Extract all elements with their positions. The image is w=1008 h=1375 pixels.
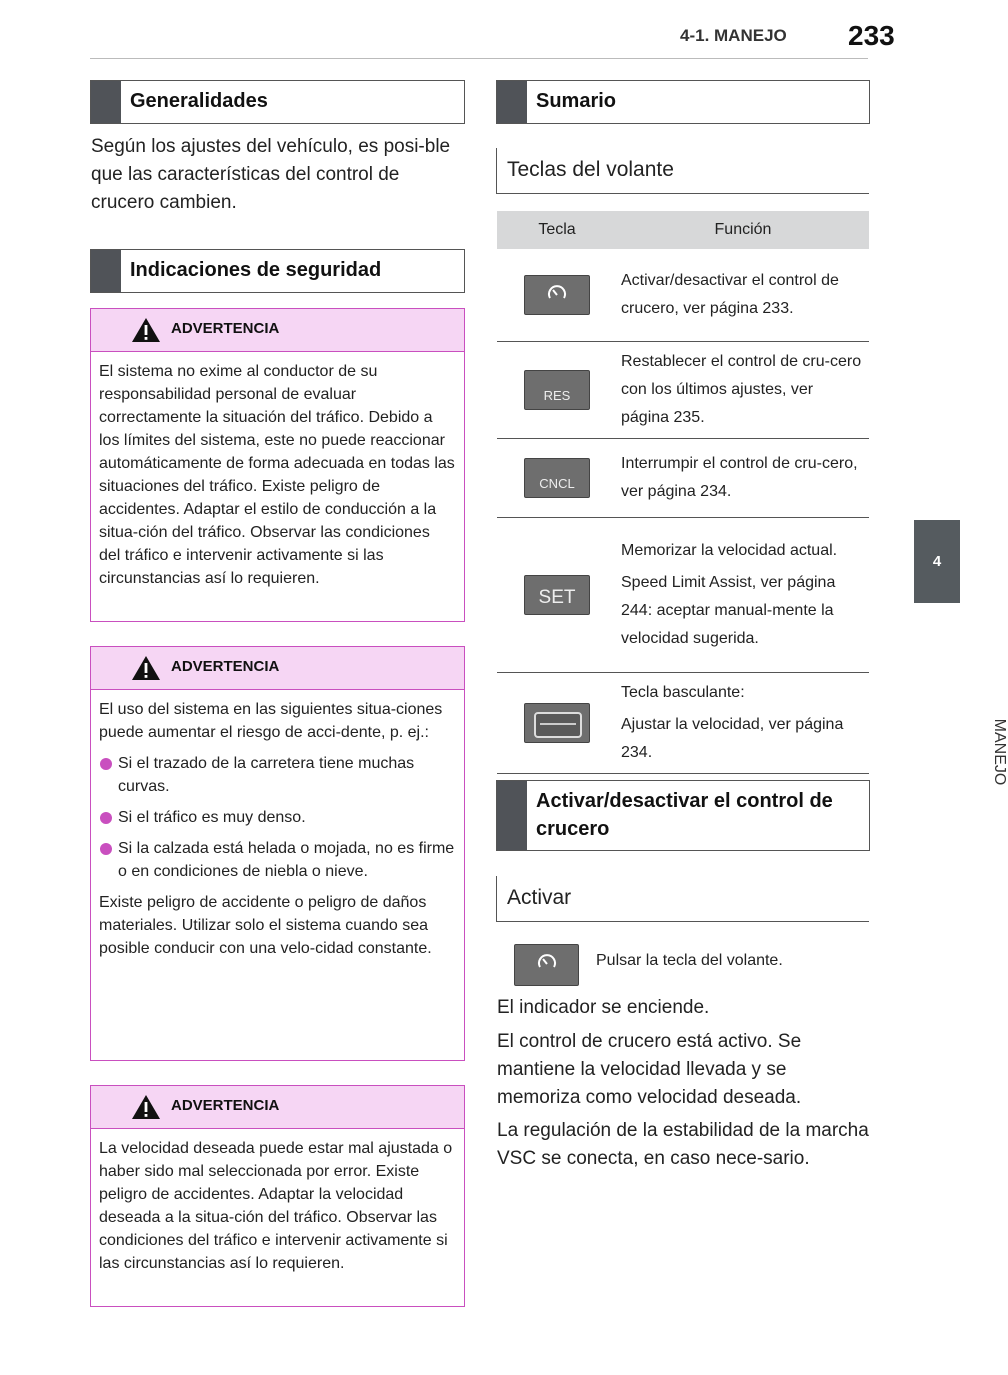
bullet-dot-icon xyxy=(100,812,112,824)
list-item-text: Si el tráfico es muy denso. xyxy=(118,809,306,826)
key-label: RES xyxy=(543,388,571,403)
key-label: SET xyxy=(538,587,576,608)
activar-paragraph: La regulación de la estabilidad de la marcha VSC se conecta, en caso nece-sario. xyxy=(497,1120,869,1169)
heading-bar xyxy=(497,781,527,850)
list-item-text: Si el trazado de la carretera tiene muchas curvas. xyxy=(118,755,415,795)
function-line: Tecla basculante: xyxy=(621,684,745,701)
key-cell xyxy=(497,249,617,342)
set-button-image xyxy=(524,575,590,615)
activar-instruction: Pulsar la tecla del volante. xyxy=(596,952,783,969)
table-header-row xyxy=(497,211,869,249)
warning-header xyxy=(91,647,464,690)
function-line: Memorizar la velocidad actual. xyxy=(621,542,838,559)
heading-text: Generalidades xyxy=(130,90,268,112)
heading-bar xyxy=(497,81,527,123)
subheading-teclas: Teclas del volante xyxy=(496,148,869,194)
cruise-control-icon xyxy=(545,283,569,307)
heading-generalidades xyxy=(90,80,465,124)
warning-header xyxy=(91,309,464,352)
warning-triangle-icon xyxy=(131,655,161,681)
heading-activar-desactivar xyxy=(496,780,870,851)
list-item xyxy=(99,806,455,829)
bullet-dot-icon xyxy=(100,843,112,855)
cruise-control-icon xyxy=(535,952,559,976)
key-cell xyxy=(497,518,617,673)
chapter-label xyxy=(912,620,1008,786)
heading-bar xyxy=(91,250,121,292)
list-item xyxy=(99,837,455,883)
column-header-function: Función xyxy=(617,211,869,249)
table-row xyxy=(497,518,869,673)
list-item-text: Si la calzada está helada o mojada, no es firme o en condiciones de niebla o nieve. xyxy=(118,840,455,880)
function-cell: Restablecer el control de cru-cero con los últimos ajustes, ver página 235. xyxy=(617,342,869,439)
warning-triangle-icon xyxy=(131,317,161,343)
warning-triangle-icon xyxy=(131,1094,161,1120)
table-row xyxy=(497,342,869,439)
warning-text: El sistema no exime al conductor de su responsabilidad personal de evaluar correctamente la situación del tráfico. Debido a los límites del sistema, este no puede reaccionar automáticamente de forma adecuada en todas las situaciones del tráfico. Existe peligro de accidentes. Adaptar el estilo de conducción a la situa-ción del tráfico. Observar las condiciones del tráfico e intervenir activamente si las circunstancias así lo requieren. xyxy=(99,363,455,587)
cruise-control-button-image xyxy=(514,944,579,986)
cncl-button-image xyxy=(524,458,590,498)
rocker-switch-icon xyxy=(534,712,582,738)
keys-table xyxy=(497,211,869,774)
warning-title: ADVERTENCIA xyxy=(171,658,280,675)
key-label: CNCL xyxy=(539,476,575,491)
activar-paragraph: El control de crucero está activo. Se mantiene la velocidad llevada y se memoriza como velocidad deseada. xyxy=(497,1031,802,1108)
warning-box-2 xyxy=(90,646,465,1061)
generalidades-text: Según los ajustes del vehículo, es posi-ble que las características del control de crucero cambien. xyxy=(91,136,451,213)
warning-content xyxy=(91,690,464,968)
function-line: Ajustar la velocidad, ver página 234. xyxy=(621,716,844,761)
rocker-button-image xyxy=(524,703,590,743)
function-cell xyxy=(617,518,869,673)
warning-intro: El uso del sistema en las siguientes situa-ciones puede aumentar el riesgo de acci-dente, p. ej.: xyxy=(99,701,443,741)
heading-text: Sumario xyxy=(536,90,617,112)
warning-text: La velocidad deseada puede estar mal ajustada o haber sido mal seleccionada por error. Existe peligro de accidentes. Adaptar la velocidad deseada a la situa-ción del tráfico. Observar las condiciones del tráfico e intervenir activamente si las circunstancias así lo requieren. xyxy=(99,1140,453,1272)
list-item xyxy=(99,752,455,798)
function-cell xyxy=(617,673,869,774)
warning-box-3 xyxy=(90,1085,465,1307)
key-cell xyxy=(497,673,617,774)
warning-title: ADVERTENCIA xyxy=(171,320,280,337)
bullet-dot-icon xyxy=(100,758,112,770)
warning-box-1 xyxy=(90,308,465,622)
section-title: 4-1. MANEJO xyxy=(680,26,787,45)
chapter-tab: 4 xyxy=(914,520,960,603)
function-cell: Interrumpir el control de cru-cero, ver página 234. xyxy=(617,439,869,518)
table-row xyxy=(497,249,869,342)
page-number: 233 xyxy=(848,20,895,51)
chapter-label-text: MANEJO xyxy=(991,718,1008,786)
heading-bar xyxy=(91,81,121,123)
header-divider xyxy=(90,58,868,59)
table-row xyxy=(497,439,869,518)
function-line: Speed Limit Assist, ver página 244: aceptar manual-mente la velocidad sugerida. xyxy=(621,574,836,647)
activar-paragraph: El indicador se enciende. xyxy=(497,997,710,1018)
function-cell: Activar/desactivar el control de crucero, ver página 233. xyxy=(617,249,869,342)
heading-text: Activar/desactivar el control de crucero xyxy=(536,790,833,840)
warning-outro: Existe peligro de accidente o peligro de daños materiales. Utilizar solo el sistema cuando sea posible conducir con una velo-cidad constante. xyxy=(99,894,432,957)
warning-header xyxy=(91,1086,464,1129)
key-cell xyxy=(497,439,617,518)
key-cell xyxy=(497,342,617,439)
heading-sumario xyxy=(496,80,870,124)
cruise-control-button-image xyxy=(524,275,590,315)
warning-title: ADVERTENCIA xyxy=(171,1097,280,1114)
column-header-key: Tecla xyxy=(497,211,617,249)
heading-seguridad xyxy=(90,249,465,293)
res-button-image xyxy=(524,370,590,410)
subheading-activar: Activar xyxy=(496,876,869,922)
table-row xyxy=(497,673,869,774)
heading-text: Indicaciones de seguridad xyxy=(130,259,382,281)
